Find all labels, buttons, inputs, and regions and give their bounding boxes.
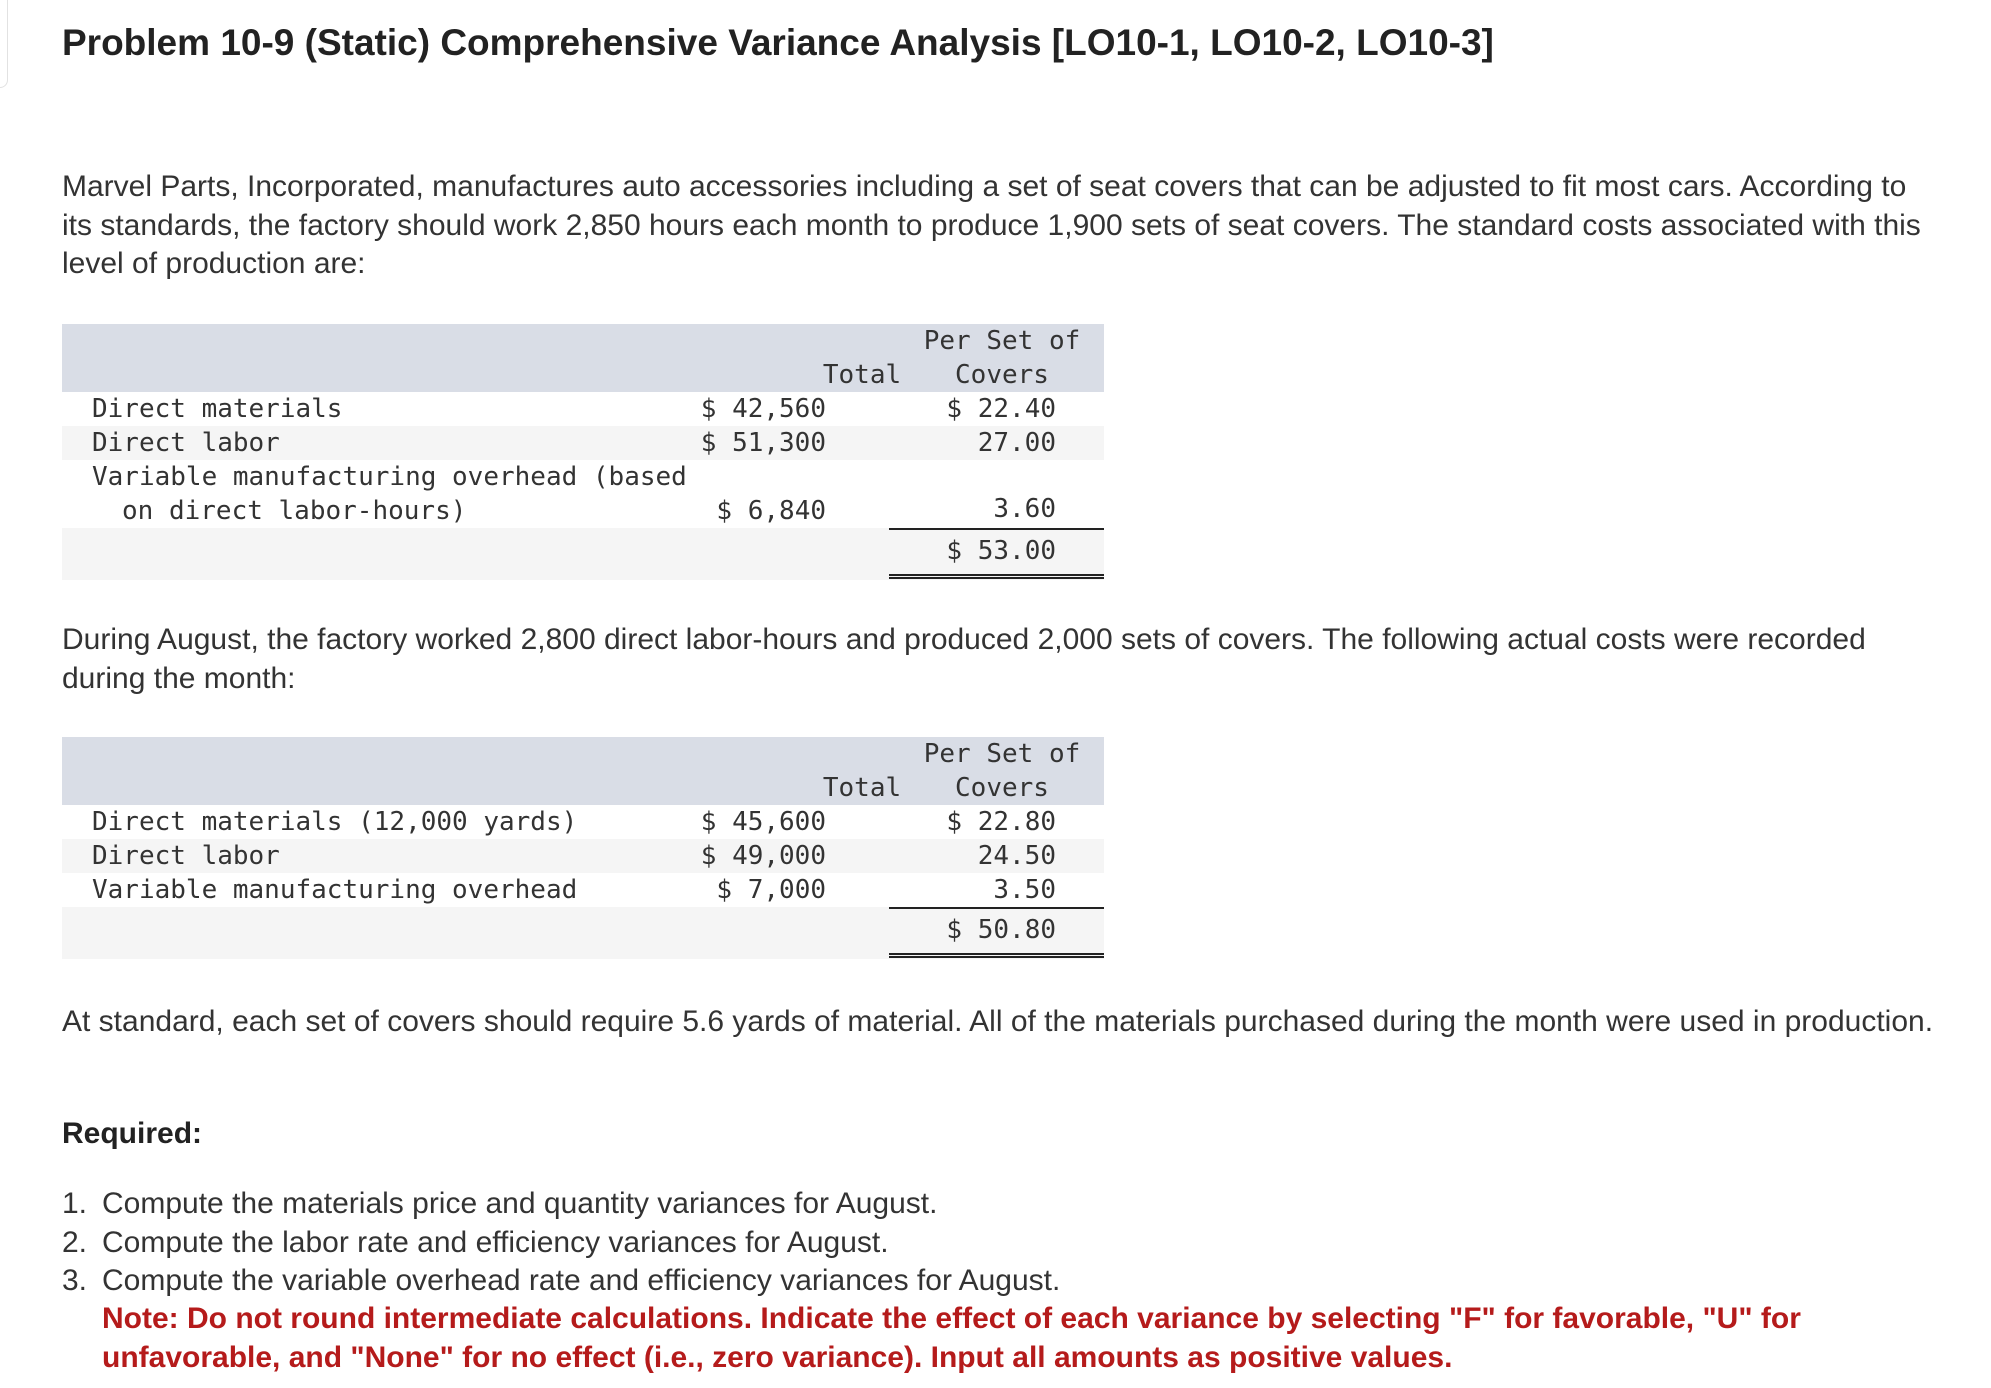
- sum-per-set: $ 53.00: [946, 536, 1056, 566]
- item-number: 1.: [62, 1187, 88, 1220]
- table-row: [62, 392, 1104, 426]
- row-total: $ 49,000: [700, 841, 826, 871]
- requirements-list: [62, 1185, 1942, 1301]
- table-sum-row: [62, 528, 1104, 580]
- row-total: $ 7,000: [716, 875, 826, 905]
- table-row: [62, 460, 1104, 528]
- total-double-rule: [889, 574, 1104, 579]
- header-total: Total: [822, 773, 902, 803]
- item-text: Compute the labor rate and efficiency variances for August.: [102, 1225, 889, 1259]
- row-label: Direct labor: [92, 428, 280, 458]
- row-label-continued: on direct labor-hours): [122, 496, 467, 526]
- item-number: 3.: [62, 1264, 88, 1297]
- sum-per-set: $ 50.80: [946, 915, 1056, 945]
- intro-paragraph: Marvel Parts, Incorporated, manufactures auto accessories including a set of seat covers that can be adjusted to fit most cars. According to its standards, the factory should work 2,850 hours each month to produce 1,900 sets of seat covers. The standard costs associated with this level of production are:: [62, 170, 1921, 280]
- table-header: [62, 737, 1104, 805]
- row-label: Direct materials: [92, 394, 343, 424]
- item-number: 2.: [62, 1225, 88, 1259]
- total-double-rule: [889, 953, 1104, 958]
- header-per-set-line1: Per Set of: [923, 739, 1081, 769]
- header-total: Total: [822, 360, 902, 390]
- row-total: $ 51,300: [700, 428, 826, 458]
- frame-corner: [0, 0, 8, 88]
- list-item: [62, 1262, 1942, 1301]
- header-per-set-line1: Per Set of: [923, 326, 1081, 356]
- material-paragraph: At standard, each set of covers should require 5.6 yards of material. All of the materials purchased during the month were used in production.: [62, 1005, 1934, 1038]
- row-total: $ 6,840: [716, 496, 826, 526]
- row-label: Variable manufacturing overhead (based: [92, 462, 687, 492]
- required-heading: Required:: [62, 1117, 203, 1150]
- row-per-set: 27.00: [977, 428, 1056, 458]
- header-per-set-line2: Covers: [955, 360, 1049, 390]
- header-per-set-line2: Covers: [955, 773, 1049, 803]
- standard-cost-table: [62, 324, 1104, 580]
- page-title: Problem 10-9 (Static) Comprehensive Variance Analysis [LO10-1, LO10-2, LO10-3]: [62, 22, 1494, 63]
- row-total: $ 42,560: [700, 394, 826, 424]
- row-per-set: $ 22.40: [946, 394, 1056, 424]
- row-per-set: 3.50: [993, 875, 1056, 905]
- table-row: [62, 426, 1104, 460]
- august-paragraph: During August, the factory worked 2,800 direct labor-hours and produced 2,000 sets of covers. The following actual costs were recorded during the month:: [62, 623, 1866, 695]
- table-row: [62, 873, 1104, 907]
- row-label: Variable manufacturing overhead: [92, 875, 578, 905]
- row-total: $ 45,600: [700, 807, 826, 837]
- table-row: [62, 839, 1104, 873]
- row-label: Direct materials (12,000 yards): [92, 807, 578, 837]
- row-label: Direct labor: [92, 841, 280, 871]
- list-item: [62, 1224, 1942, 1263]
- subtotal-rule: [889, 907, 1104, 909]
- actual-cost-table: [62, 737, 1104, 959]
- subtotal-rule: [889, 528, 1104, 530]
- list-item: [62, 1185, 1942, 1224]
- row-per-set: 24.50: [977, 841, 1056, 871]
- row-per-set: $ 22.80: [946, 807, 1056, 837]
- table-header: [62, 324, 1104, 392]
- table-row: [62, 805, 1104, 839]
- table-sum-row: [62, 907, 1104, 959]
- item-text: Compute the variable overhead rate and efficiency variances for August.: [102, 1264, 1061, 1297]
- item-text: Compute the materials price and quantity variances for August.: [102, 1187, 938, 1220]
- instruction-note: Note: Do not round intermediate calculations. Indicate the effect of each variance by selecting "F" for favorable, "U" for unfavorable, and "None" for no effect (i.e., zero variance). Input all amounts as positive values.: [102, 1302, 1801, 1374]
- row-per-set: 3.60: [993, 494, 1056, 524]
